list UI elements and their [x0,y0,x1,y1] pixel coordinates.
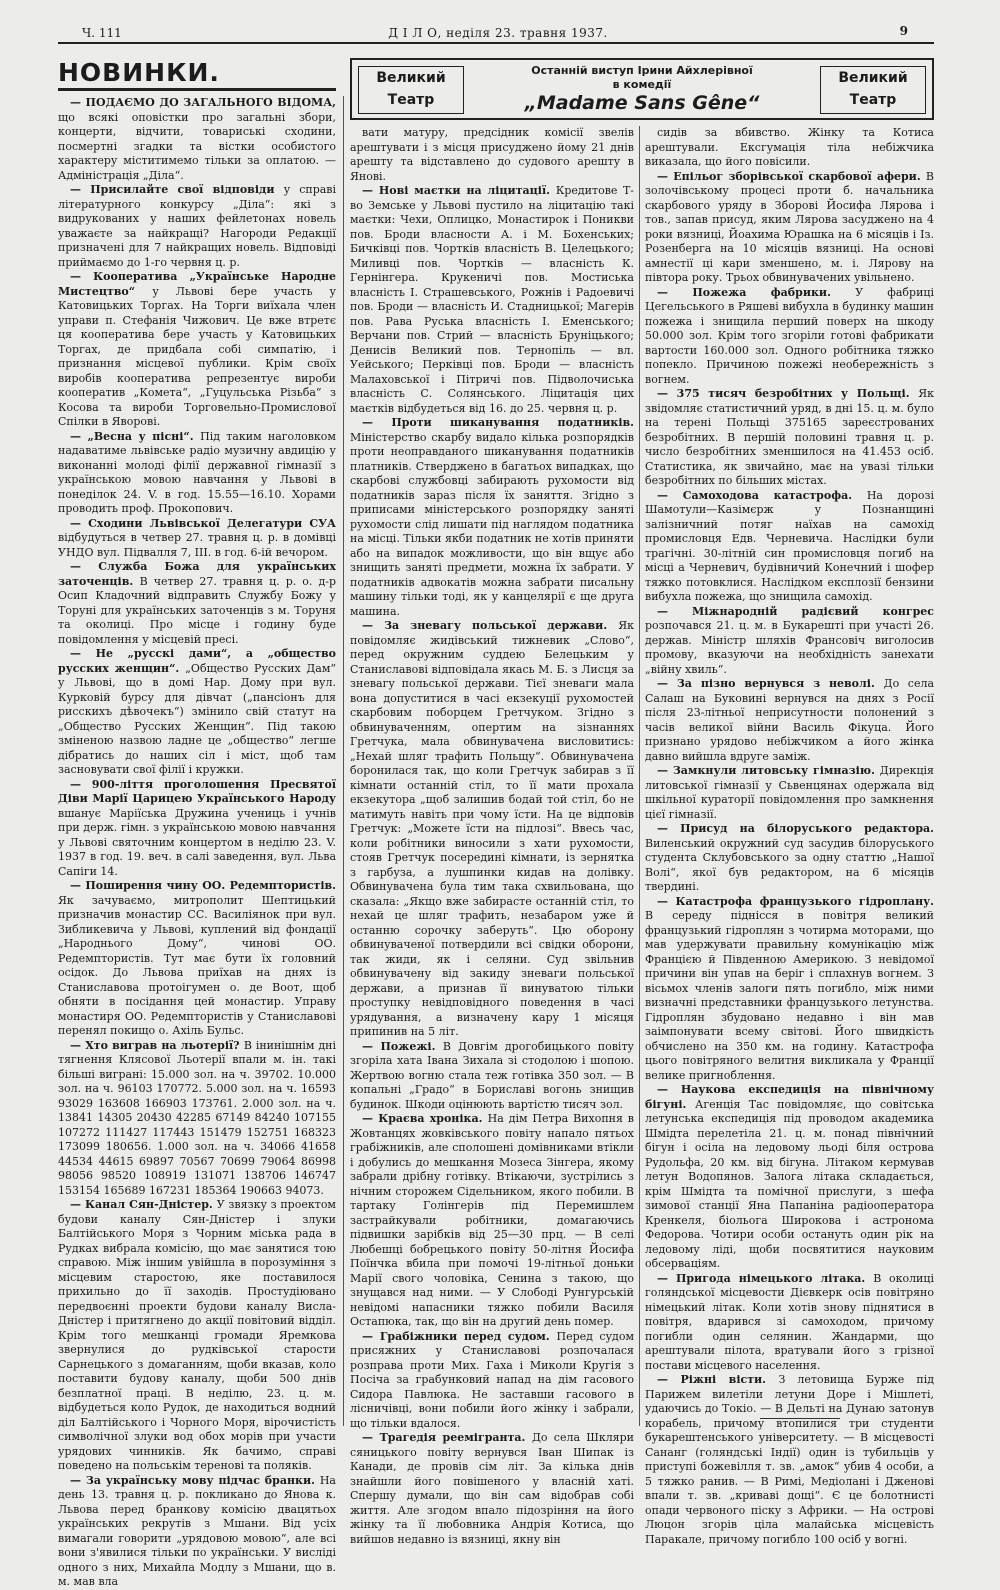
article-body: На день 13. травня ц. р. покликано до Янова к. Львова перед бранкову комісію двацятьох українських рекрутів з Мшани. Від усіх вимагали говорити „урядовою мовою“, але всі вони з'явилися тільки по українськи. У висліді одного з них, Михайла Модлу з Мшани, що в. м. мав вла [58,1473,336,1588]
article-headline: — ПОДАЄМО ДО ЗАГАЛЬНОГО ВІДОМА, [70,96,336,109]
article-item [58,96,336,183]
article-item [350,1112,634,1330]
article-headline: — Ріжні вісти. [657,1373,779,1386]
article-headline: — За зневагу польської держави. [362,619,619,632]
article-body: В четвер 27. травня ц. р. о. д-р Осип Кладочний відправить Службу Божу у Торуні для українських заточенців з м. Торуня та околиці. Про місце і годину буде повідомлення у місцевій пресі. [58,574,336,646]
article-headline: — Нові маєтки на ліцитації. [362,184,556,197]
article-body: В Довгім дрогобицького повіту згоріла хата Івана Зихала зі стодолою і шопою. Жертвою вогню стала теж готівка 350 зол. — В копальні „Градо“ в Бориславі вогонь знищив будинок. Шкоди оцінюють вартістю тисяч зол. [350,1039,634,1111]
article-body: В середу піднісся в повітря великий французький гідроплян з чотирма моторами, що мав удержувати правильну комунікацію між Францією й Південною Америкою. З невідомої причини він упав на беріг і сплахнув вогнем. З вісьмох членів залоги пять погибло, між ними визначні представники французького летунства. Гідроплян збудовано недавно і він мав заімпонувати всему світові. Його швидкість обчислено на 350 км. на годину. Катастрофа цього повітряного велитня викликала у Франції велике пригноблення. [645,909,934,1082]
article-item [58,560,336,647]
article-body: У фабриці Цегельського в Ряшеві вибухла в будинку машин пожежа і знищила перший поверх на шкоду 50.000 зол. Крім того згоріли готові фабрикати вартости 160.000 зол. Одного робітника тяжко попекло. Причиною пожежі необережність з вогнем. [645,285,934,386]
article-item [645,387,934,489]
header-rule [58,42,934,44]
article-body: „Общество Русских Дам“ у Львові, що в домі Нар. Дому при вул. Курковій бурсу для дівчат („пансіонъ для рисскихъ дѣвочекъ“) змінило свій статут на „Общество Русских Женщин“. Під такою зміненою назвою ладне це „общество“ легше дібратись до наших сіл і міст, щоб там засновувати свої філії і кружки. [58,661,337,776]
article-item [645,489,934,605]
ad-line-2: в комедії [612,78,672,91]
article-body: В околиці голяндської місцевости Дієвкерк осів повітряно німецький літак. Коли хотів знову піднятися в повітря, вдарився зі самоходом, причому погибли один селянин. Жандарми, що арештували пілота, вратували його з грізної постави місцевого населення. [645,1271,934,1372]
column-1 [58,96,337,1588]
article-headline: — Сходини Львівської Делегатури СУА [70,516,336,530]
article-headline: — Замкнули литовську гімназію. [657,764,880,777]
article-headline: — Канал Сян-Дністер. [70,1198,217,1211]
article-item [645,764,934,822]
end-rule [760,1418,840,1419]
article-body: Перед судом присяжних у Станиславові розпочалася розправа проти Мих. Гаха і Миколи Кругія з Посіча за грабунковий напад на дім гасового Сидора Павлюка. Не заставши гасового в лісничівці, вони побили його жінку і забрали, що тільки вдалося. [350,1329,634,1430]
article-body: На дорозі Шамотули—Казімєрж у Познанщині залізничний потяг наїхав на самохід промисловця Едв. Черневича. Наслідки були трагічні. 30-літній син промисловця погиб на місці а Черневич, будівничий Конечний і шофер тяжко потовклися. Наслідком експлозії бензини вибухла пожежа, що знищила самохід. [645,488,935,603]
article-headline: — Самоходова катастрофа. [657,488,867,502]
article-item [58,517,336,561]
article-item [58,778,336,880]
column-3 [645,126,935,1546]
article-item [350,126,634,184]
ad-right-box [820,66,926,114]
article-headline: — Краєва хроніка. [362,1112,488,1125]
article-headline: — За пізно вернувся з неволі. [657,677,884,690]
article-item [58,1198,336,1474]
article-item [645,1083,934,1272]
article-body: у справі літературного конкурсу „Діла“: які з видрукованих у наших фейлетонах новель уважаєте за найкращі? Нагороди Редакції призначені для 7 найкращих новель. Відповіді приймаємо до 1-го червня ц. р. [58,183,336,269]
article-body: Кредитове Т-во Земське у Львові пустило на ліцитацію такі маєтки: Чехи, Оплицко, Монастирок і Поникви пов. Броди власности А. і М. Бохенських; Бичківці пов. Чортків власність В. Целецького; Миливці пов. Чортків — власність К. Гернінгера. Крукеничі пов. Мостиська власність І. Страшевського, Рожнів і Радоевичі пов. Броди — власність И. Стадницької; Магерів пов. Рава Руська власність І. Еменського; Верчани пов. Стрий — власність Бруніцького; Денисів Великий пов. Тернопіль — вл. Уейського; Перківці пов. Броди — власність Малаховської і Пітричі пов. Підволочиська власність С. Солянського. Ліцитація цих маєтків відбудеться від 16. до 25. червня ц. р. [350,184,634,415]
article-body: відбудуться в четвер 27. травня ц. р. в домівці УНДО вул. Підвалля 7, ІІІ. в год. 6-ій вечором. [58,531,336,559]
article-body: вати матуру, предсідник комісії звелів арештувати і з місця присуджено йому 21 днів арешту та відставлено до судового арешту в Янові. [350,126,634,183]
masthead-date: Д І Л О, неділя 23. травня 1937. [388,26,608,40]
section-heading: НОВИНКИ. [58,58,220,87]
ad-center-text [468,64,816,114]
page-header [58,22,938,44]
section-heading-rule [58,88,336,91]
ad-line-1: Останній виступ Ірини Айхлерівної [531,64,753,77]
article-headline: — Грабіжники перед судом. [362,1329,557,1343]
article-item [58,879,336,1039]
article-item [645,286,934,388]
article-item [58,1039,336,1199]
article-headline: — Наукова експедиція на північному бігуні. [645,1083,934,1111]
article-body: що всякі оповістки про загальні збори, концерти, відчити, товариські сходини, посмертні згадки та вістки особистого характеру міститимемо тільки за оплатою. — Адміністрація „Діла“. [58,110,336,182]
article-item [645,170,934,286]
article-item [645,1272,934,1374]
article-item [350,1040,634,1113]
article-headline: — Поширення чину ОО. Редемптористів. [70,879,336,892]
article-body: Як зачуваємо, митрополит Шептицький призначив монастир СС. Василіянок при вул. Зибликевича у Львові, куплений від фондації „Народнього Дому“, чинові ОО. Редемптористів. Тут має бути їх головний осідок. До Львова приїхав на днях із Станиславова протоігумен о. де Воот, щоб обняти в посідання цей монастир. Управу монастиря ОО. Редемптористів у Станиславові перенял покищо о. Ахіль Бульс. [58,893,336,1037]
article-body: В золочівському процесі проти б. начальника скарбового уряду в Зборові Йосифа Лярова і тов., запав присуд, яким Лярова засуджено на 4 роки вязниці, Йоахима Юрашка на 6 місяців і Із. Розенберга на 10 місяців вязниці. На основі амнестії ці кари зменшено, м. і. Лярову на півтора року. Трьох обвинувачених увільнено. [645,169,934,284]
article-headline: — Не „русскі дами“, а „общество русских женщин“. [58,647,336,675]
article-item [350,1330,634,1432]
article-body: розпочався 21. ц. м. в Букарешті при участі 26. держав. Міністр шляхів Франсовіч виголосив промову, вказуючи на необхідність занехати „війну хвиль“. [645,619,934,676]
issue-number: Ч. 111 [82,26,122,40]
ad-play-title: „Madame Sans Gêne“ [524,92,760,114]
article-headline: — За українську мову підчас бранки. [70,1473,320,1487]
article-body: сидів за вбивство. Жінку та Котиса арештували. Ексгумація тіла небіжчика виказала, що його повісили. [645,126,934,168]
article-body: У звязку з проектом будови каналу Сян-Дністер і злуки Балтійського Моря з Чорним міська рада в Рудках вибрала комісію, що має занятися тою справою. Між іншим увійшла в порозуміння з місцевим старостою, яке поставилося прихильно до її заходів. Простудіювано передвоєнні проекти будови каналу Висла-Дністер і притягнено до акції повітовий відділ. Крім того мешканці громади Яремкова звернулися до рудківської старости Сарнецького з домаганням, щоби вказав, коло поставити будову каналу, щоби 500 днів безплатної праці. В неділю, 23. ц. м. відбудеться коло Рудок, де находиться водний діл Балтійського і Чорного Моря, вірочистість символічної злуки вод обох морів при участи урядових чинників. Як бачимо, справі поведено на польськім теренові та поляків. [58,1198,336,1472]
article-item [58,647,336,778]
article-body: Дирекція литовської гімназії у Сьвенцянах одержала від шкільної кураторії повідомлення про замкнення цієї гімназії. [645,764,934,821]
article-body: До села Шкляри сяницького повіту вернувся Іван Шипак із Канади, де провів сім літ. За кілька днів знайшли його повішеного у власній хаті. Спершу думали, що він сам відобрав собі життя. Але згодом впало підозріння на його жінку та її любовника Андрія Котиса, що вийшов недавно із вязниці, якну він [350,1431,634,1546]
article-item [645,822,934,895]
article-headline: — Служба Божа для українських заточенців. [58,560,336,588]
article-headline: — Проти шиканування податників. [362,416,634,429]
article-item [645,1373,934,1547]
article-item [58,1474,336,1590]
ad-left-line: Великий [376,70,446,86]
article-item [350,184,634,416]
article-item [58,430,336,517]
article-headline: — Присуд на білоруського редактора. [657,822,934,835]
article-headline: — Присилайте свої відповіди [70,183,284,196]
ad-left-line: Театр [387,92,435,108]
ad-right-line: Театр [849,92,897,108]
article-item [58,183,336,270]
article-body: Виленський окружний суд засудив білоруського студента Склубовського за одну статтю „Нашої Волі“, якої був редактором, на 6 місяців твердині. [645,836,934,893]
article-item [645,126,934,170]
article-body: вшанує Маріїська Дружина учениць і учнів при держ. гімн. з українською мовою навчання у Львові святочним концертом в неділю 23. V. 1937 в год. 19. веч. в салі заведення, вул. Льва Сапіги 14. [58,806,336,878]
article-item [645,677,934,764]
article-headline: — Епільог зборівської скарбової афери. [657,169,926,183]
page-number: 9 [899,24,908,38]
article-body: На дім Петра Вихопня в Жовтанцях жовківського повіту напало пятьох грабіжників, але сполошені домівниками втікли і добулись до мешкання Мозеса Зінгера, якому забрали дрібну готівку. Втікаючи, зустрілись з нічним сторожем Сідельником, якого побили. В тартаку Голінгерів під Перемишлем застрайкували робітники, домагаючись підвишки зарібків від 25—30 прц. — В селі Любешці бобрецького повіту 50-літня Йосифа Поїнчка вбила при помочі 19-літньої доньки Марії свого чоловіка, Сенина з такою, що знущався над ними. — У Слободі Рунгурській невідомі напасники тяжко побили Василя Остапюка, так, що він на другий день помер. [350,1112,635,1328]
column-divider [343,96,344,1426]
article-body: В інинішнім дні тягнення Клясової Льотерії впали м. ін. такі більші виграні: 15.000 зол. на ч. 39702. 10.000 зол. на ч. 96103 170772. 5.000 зол. на ч. 16593 93029 163608 166903 173761. 2.000 зол. на ч. 13841 14305 20430 42285 67149 84240 107155 107272 111427 117443 151479 152751 168323 173099 180656. 1.000 зол. на ч. 34066 41658 44534 44615 69897 70567 70699 79064 86998 98056 98520 108919 131071 138706 146747 153154 165689 167231 185364 190663 94073. [58,1038,336,1197]
article-body: у Львові бере участь у Катовицьких Торгах. На Торги виїхала член управи п. Стефанія Чижович. Це вже втретє ця кооператива бере участь у Катовицьких Торгах, де придбала собі симпатію, і признання місцевої публики. Крім своїх виробів кооператива репрезентує вироби кооператив „Комета“, „Гуцульська Різьба“ з Косова та вироби Торговельно-Промислової Спілки в Яворові. [58,284,336,428]
article-headline: — Пригода німецького літака. [657,1271,874,1285]
article-headline: — Хто виграв на льотерії? [70,1038,244,1052]
article-headline: — 900-ліття проголошення Пресвятої Діви Марії Царицею Українського Народу [58,777,336,805]
article-body: Міністерство скарбу видало кілька розпорядків проти неоправданого шиканування податників платників. Стверджено в багатьох випадках, що скарбові службовці забирають рухомости від податників зараз після їх заняття. Згідно з приписами міністерського розпорядку заняті рухомости слід лишати під наглядом податника на місці. Тільки якби податник не хотів приняти або на випадок можливости, що він вщує або знищить заняті предмети, можна їх забрати. У податників адвокатів можна забрати писальну машину тільки тоді, як у канцелярії є ще друга машина. [350,430,634,618]
article-body: До села Салаш на Буковині вернувся на днях з Росії після 23-літньої неприсутности полонений з часів великої війни Василь Фікуца. Його признано урядово небіжчиком а його жінка давно вийшла вдруге заміж. [645,677,934,763]
article-headline: — „Весна у пісні“. [70,429,201,443]
column-divider [639,126,640,1426]
article-headline: — Пожежі. [362,1039,443,1053]
article-body: З летовища Бурже під Парижем вилетіли летуни Доре і Мішлеті, удаючись до Токіо. — В Дельті на Дунаю затонув корабель, причому втопилися три студенти букарештенського університету. — В місцевості Сананг (голяндські Індії) один із тубильців у приступі божевілля т. зв. „амок“ убив 4 особи, а 5 тяжко ранив. — В Римі, Медіолані і Дженові впали т. зв. „криваві дощі“. Є це болотнисті опади червоного піску з Африки. — На острові Люцон згорів ціла малайська місцевість Паракале, причому погибло 100 осіб у вогні. [645,1373,934,1546]
article-item [350,619,634,1040]
article-body: Як повідомляє жидівський тижневик „Слово“, перед окружним суддею Белецьким у Станиславові відповідала якась М. Б. з Лисця за зневагу польської держави. Тієї зневаги мала вона допуститися в часі екзекуції рухомостей скарбовим поборцем Гретчуком. Згідно з обвинуваченням, опертим на зізнаннях Гретчука, мала обвинувачена висловитись: „Нехай шляг трафить Польщу“. Обвинувачена боронилася так, що коли Гретчук забирав з її кімнати останній стіл, то її мати прохала екзекутора „щоб залишив бодай той стіл, бо не матимуть навіть при чому їсти. На це відповів Гретчук: „Можете їсти на підлозі“. Ввесь час, коли робітники виносили з хати рухомости, стояв Гретчук посередині кімнати, із зернятка з гарбуза, а лушпинки кидав на долівку. Обвинувачена була тим така схвильована, що сказала: „Якщо вже забирасте останній стіл, то нехай це шляг трафить, незабаром уже й останню сорочку заберуть“. Цю оборону обвинуваченої потвердили всі свідки оборони, так жиди, як і селяни. Суд звільнив обвинувачену від закиду зневаги польської держави, а признав її винуватою тільки проступку невідповідного поведення в часі урядування, а визначену кару 1 місяця припинив на 5 літ. [350,619,634,1038]
article-headline: — 375 тисяч безробітних у Польщі. [657,387,919,400]
article-body: Під таким наголовком надаватиме львівське радіо музичну авдицію у виконанні молоді філії державної гімназії з українською мовою навчання у Львові в понеділок 24. V. в год. 15.55—16.10. Хорами проводить проф. Прокопович. [58,429,336,515]
article-headline: — Пожежа фабрики. [657,285,856,299]
article-body: Як звідомляє статистичний уряд, в дні 15. ц. м. було на терені Польщі 375165 зареєстрованих безробітних. В першій половині травня ц. р. число безробітних зменшилося на 41.453 осіб. Статистика, як звичайно, має на увазі тільки безробітних по більших містах. [645,387,934,487]
ad-left-box [358,66,464,114]
article-headline: — Катастрофа французького гідроплану. [657,894,934,908]
ad-right-line: Великий [838,70,908,86]
column-2 [350,126,635,1546]
article-item [350,1431,634,1547]
article-item [645,605,934,678]
theatre-advertisement [350,58,934,120]
article-headline: — Міжнародній радієвий конгрес [657,604,934,618]
article-headline: — Трагедія реемігранта. [362,1431,532,1444]
article-item [645,895,934,1084]
article-item [350,416,634,619]
article-headline: — Кооператива „Українське Народне Мистецтво“ [58,270,336,298]
article-item [58,270,336,430]
article-body: Агенція Тас повідомляє, що совітська летунська експедиція під проводом академика Шмідта перелетіла 21. ц. м. понад північний бігун і осіла на ледовому льоді біля острова Рудольфа, 20 км. від бігуна. Літаком кермував летун Водопянов. Залога літака складається, крім Шмідта та помічної прислуги, з шефа зимової станції Яна Папаніна радіооператора Кренкеля, біольога Широкова і астронома Федорова. Чотири особи остануть один рік на ледовому ліді, щоби посвятитися науковим обсерваціям. [645,1097,934,1270]
